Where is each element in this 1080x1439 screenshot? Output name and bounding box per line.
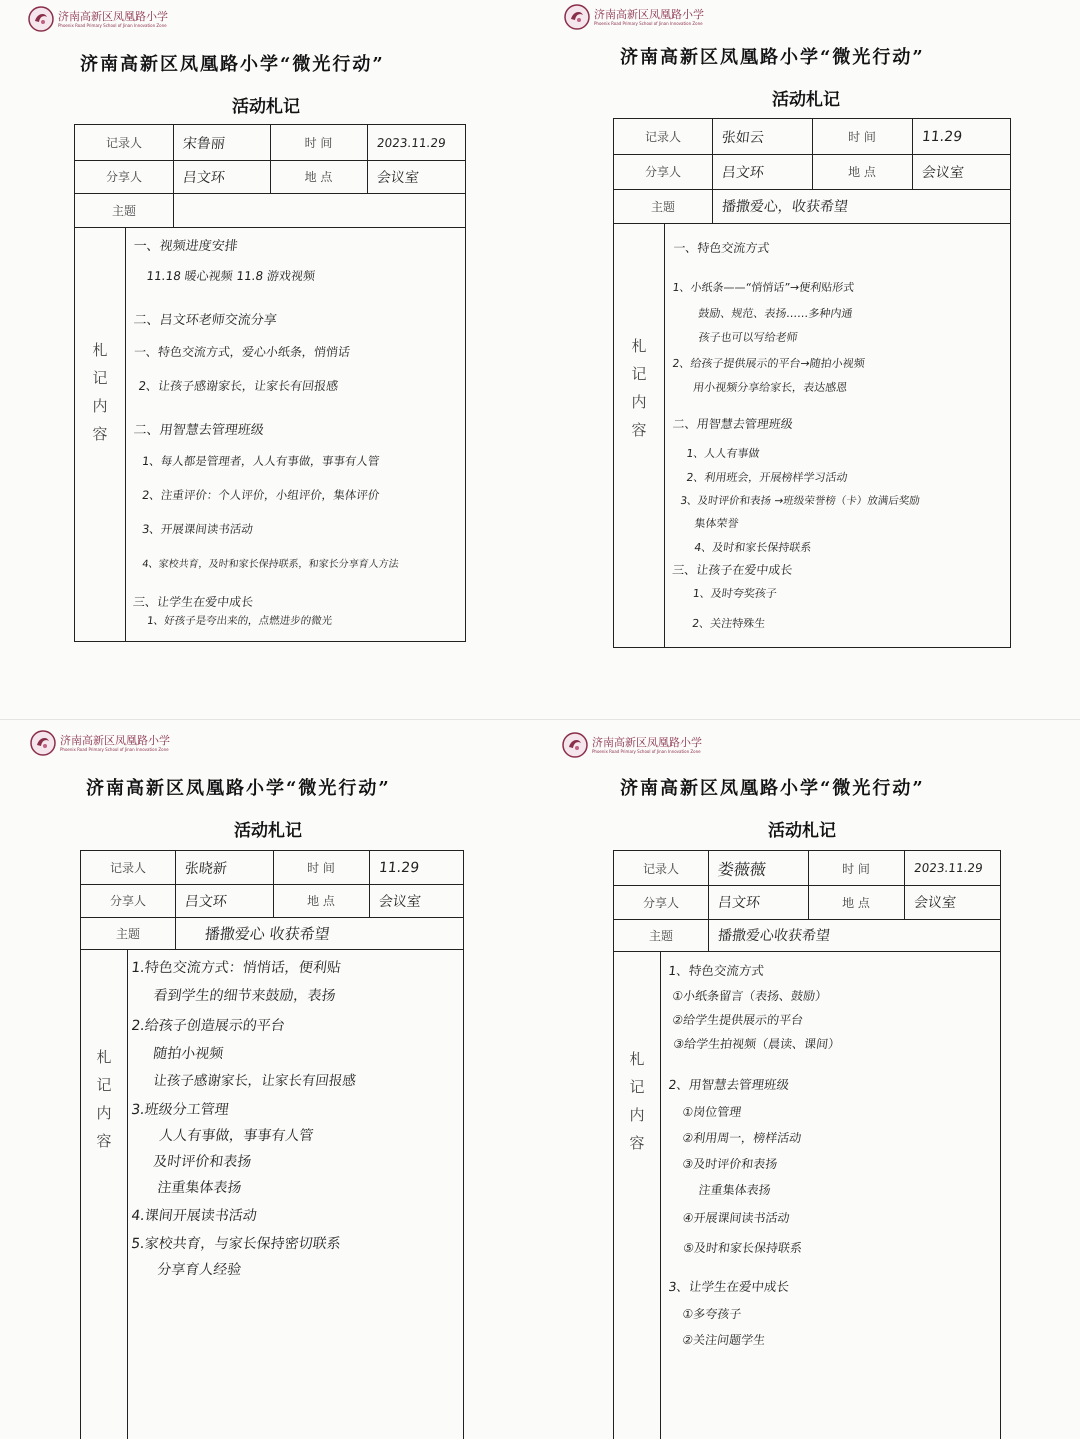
note-line: 4.课间开展读书活动 [130, 1208, 258, 1224]
place-value: 会议室 [378, 893, 422, 910]
recorder-label: 记录人 [644, 130, 681, 144]
sharer-value: 吕文环 [721, 164, 765, 181]
note-line: 集体荣誉 [693, 517, 740, 530]
note-line: 让孩子感谢家长，让家长有回报感 [152, 1073, 357, 1089]
topic-value: 播撒爱心收获希望 [717, 928, 831, 944]
note-line: 3、让学生在爱中成长 [667, 1279, 790, 1294]
topic-value: 播撒爱心，收获希望 [721, 199, 849, 215]
note-line: ③给学生拍视频（晨读、课间） [672, 1037, 841, 1051]
time-label: 时 间 [842, 861, 870, 876]
doc-title: 济南高新区凤凰路小学“微光行动” [80, 54, 385, 75]
doc-title: 济南高新区凤凰路小学“微光行动” [86, 778, 391, 799]
logo-school-name: 济南高新区凤凰路小学 [594, 7, 704, 21]
school-emblem-icon [564, 4, 590, 30]
note-line: 二、用智慧去管理班级 [132, 423, 265, 438]
note-line: 及时评价和表扬 [152, 1154, 253, 1170]
note-line: 2.给孩子创造展示的平台 [130, 1018, 286, 1034]
notes-content [131, 957, 457, 1285]
note-line: 鼓励、规范、表扬……多种内通 [697, 307, 854, 320]
sharer-value: 吕文环 [182, 169, 226, 186]
school-logo [28, 6, 168, 32]
notes-content [672, 239, 1006, 635]
sharer-value: 吕文环 [717, 895, 761, 911]
topic-value [171, 193, 467, 227]
note-line: 2、注重评价：个人评价，小组评价，集体评价 [141, 488, 381, 502]
sharer-label: 分享人 [644, 165, 681, 179]
note-line: 人人有事做，事事有人管 [158, 1128, 315, 1144]
place-value: 会议室 [376, 169, 420, 186]
note-form [80, 850, 464, 1439]
note-line: 三、让孩子在爱中成长 [671, 563, 794, 577]
note-line: ②关注问题学生 [681, 1333, 766, 1347]
note-line: 分享育人经验 [156, 1262, 243, 1278]
doc-title: 济南高新区凤凰路小学“微光行动” [620, 778, 925, 799]
school-emblem-icon [30, 730, 56, 756]
note-line: 2、让孩子感谢家长，让家长有回报感 [137, 379, 339, 393]
place-label: 地 点 [848, 165, 876, 179]
note-line: 二、用智慧去管理班级 [671, 417, 794, 431]
note-line: 随拍小视频 [152, 1046, 225, 1062]
note-line: 一、特色交流方式 [672, 241, 771, 255]
note-line: 1、每人都是管理者，人人有事做，事事有人管 [141, 454, 381, 468]
note-form [613, 850, 1001, 1439]
recorder-value: 张如云 [721, 129, 765, 146]
note-sheet-4 [540, 720, 1080, 1439]
note-line: 2、用智慧去管理班级 [667, 1077, 790, 1092]
note-line: 一、特色交流方式，爱心小纸条，悄悄话 [133, 345, 351, 359]
recorder-label: 记录人 [642, 861, 679, 876]
doc-title: 济南高新区凤凰路小学“微光行动” [620, 47, 925, 68]
note-line: ②利用周一，榜样活动 [681, 1131, 803, 1145]
time-value: 11.29 [921, 128, 963, 145]
topic-label: 主题 [111, 203, 136, 218]
topic-value: 播撒爱心 收获希望 [204, 924, 331, 943]
note-line: 3、开展课间读书活动 [141, 522, 254, 536]
notes-content [133, 235, 459, 629]
time-value: 2023.11.29 [913, 861, 984, 875]
recorder-label: 记录人 [109, 861, 146, 875]
note-line: 一、视频进度安排 [132, 239, 239, 254]
topic-label: 主题 [648, 928, 673, 943]
note-line: 4、及时和家长保持联系 [693, 541, 813, 554]
school-logo [564, 4, 704, 30]
time-label: 时 间 [307, 861, 335, 875]
note-line: 2、给孩子提供展示的平台→随拍小视频 [671, 357, 866, 370]
time-label: 时 间 [304, 136, 333, 150]
note-line: 二、吕文环老师交流分享 [132, 313, 278, 328]
note-line: 5.家校共育，与家长保持密切联系 [130, 1236, 342, 1252]
note-line: 1.特色交流方式：悄悄话，便利贴 [130, 960, 342, 976]
note-line: 看到学生的细节来鼓励，表扬 [152, 988, 337, 1004]
note-sheet-3 [0, 720, 540, 1439]
recorder-value: 娄薇薇 [716, 859, 767, 879]
note-line: ①多夸孩子 [681, 1307, 743, 1321]
sharer-label: 分享人 [105, 170, 142, 184]
place-label: 地 点 [307, 894, 335, 908]
note-line: ④开展课间读书活动 [681, 1211, 791, 1225]
note-line: 用小视频分享给家长，表达感恩 [692, 381, 848, 394]
note-line: 3、及时评价和表扬 →班级荣誉榜（卡）放满后奖励 [679, 495, 921, 507]
recorder-label: 记录人 [105, 136, 142, 150]
note-form [613, 118, 1011, 648]
note-line: 1、特色交流方式 [667, 963, 765, 978]
sharer-value: 吕文环 [184, 893, 228, 910]
note-line: 注重集体表扬 [697, 1183, 772, 1197]
note-line: 3.班级分工管理 [130, 1102, 230, 1118]
time-value: 2023.11.29 [376, 135, 447, 150]
note-line: 1、人人有事做 [685, 447, 761, 460]
doc-subtitle: 活动札记 [768, 821, 836, 841]
sharer-label: 分享人 [642, 895, 679, 910]
place-label: 地 点 [842, 895, 870, 910]
note-line: 2、利用班会，开展榜样学习活动 [685, 471, 849, 484]
logo-school-name-en: Phoenix Road Primary School of Jinan Innovation Zone [592, 748, 701, 754]
logo-school-name: 济南高新区凤凰路小学 [592, 735, 702, 749]
school-emblem-icon [28, 6, 54, 32]
note-line: ⑤及时和家长保持联系 [682, 1241, 803, 1255]
note-form [74, 124, 466, 642]
note-line: ②给学生提供展示的平台 [671, 1013, 804, 1027]
note-line: 1、小纸条——“悄悄话”→便利贴形式 [671, 281, 855, 294]
note-line: 1、好孩子是夸出来的，点燃进步的微光 [146, 615, 333, 627]
time-value: 11.29 [378, 859, 420, 876]
doc-subtitle: 活动札记 [772, 90, 840, 110]
recorder-value: 张晓新 [184, 860, 228, 877]
notes-label: 札 记 内 容 [96, 1048, 112, 1150]
time-label: 时 间 [848, 130, 876, 144]
note-line: 三、让学生在爱中成长 [132, 595, 254, 609]
note-line: ③及时评价和表扬 [681, 1157, 779, 1171]
school-emblem-icon [562, 732, 588, 758]
logo-school-name-en: Phoenix Road Primary School of Jinan Innovation Zone [60, 746, 169, 752]
notes-label: 札 记 内 容 [631, 337, 647, 439]
note-line: 2、关注特殊生 [691, 617, 766, 630]
topic-label: 主题 [650, 199, 675, 214]
note-sheet-2 [540, 0, 1080, 719]
notes-label: 札 记 内 容 [629, 1050, 645, 1152]
school-logo [30, 730, 170, 756]
notes-content [668, 961, 994, 1355]
school-logo [562, 732, 702, 758]
note-line: 1、及时夸奖孩子 [692, 587, 778, 600]
logo-school-name: 济南高新区凤凰路小学 [58, 9, 168, 23]
place-label: 地 点 [304, 170, 333, 184]
note-line: 4、家校共育，及时和家长保持联系，和家长分享育人方法 [141, 559, 400, 570]
note-line: 孩子也可以写给老师 [697, 331, 799, 344]
place-value: 会议室 [913, 895, 957, 911]
doc-subtitle: 活动札记 [232, 97, 300, 117]
note-sheet-1 [0, 0, 540, 719]
doc-subtitle: 活动札记 [234, 821, 302, 841]
notes-label: 札 记 内 容 [92, 341, 108, 443]
recorder-value: 宋鲁丽 [182, 135, 226, 152]
topic-label: 主题 [115, 926, 140, 941]
logo-school-name-en: Phoenix Road Primary School of Jinan Innovation Zone [594, 20, 703, 26]
note-line: 注重集体表扬 [156, 1180, 243, 1196]
place-value: 会议室 [921, 164, 965, 181]
note-line: ①岗位管理 [681, 1105, 743, 1119]
sharer-label: 分享人 [109, 894, 146, 908]
logo-school-name: 济南高新区凤凰路小学 [60, 733, 170, 747]
note-line: ①小纸条留言（表扬、鼓励） [671, 989, 828, 1003]
note-line: 11.18 暖心视频 11.8 游戏视频 [145, 269, 316, 283]
logo-school-name-en: Phoenix Road Primary School of Jinan Innovation Zone [58, 22, 167, 28]
